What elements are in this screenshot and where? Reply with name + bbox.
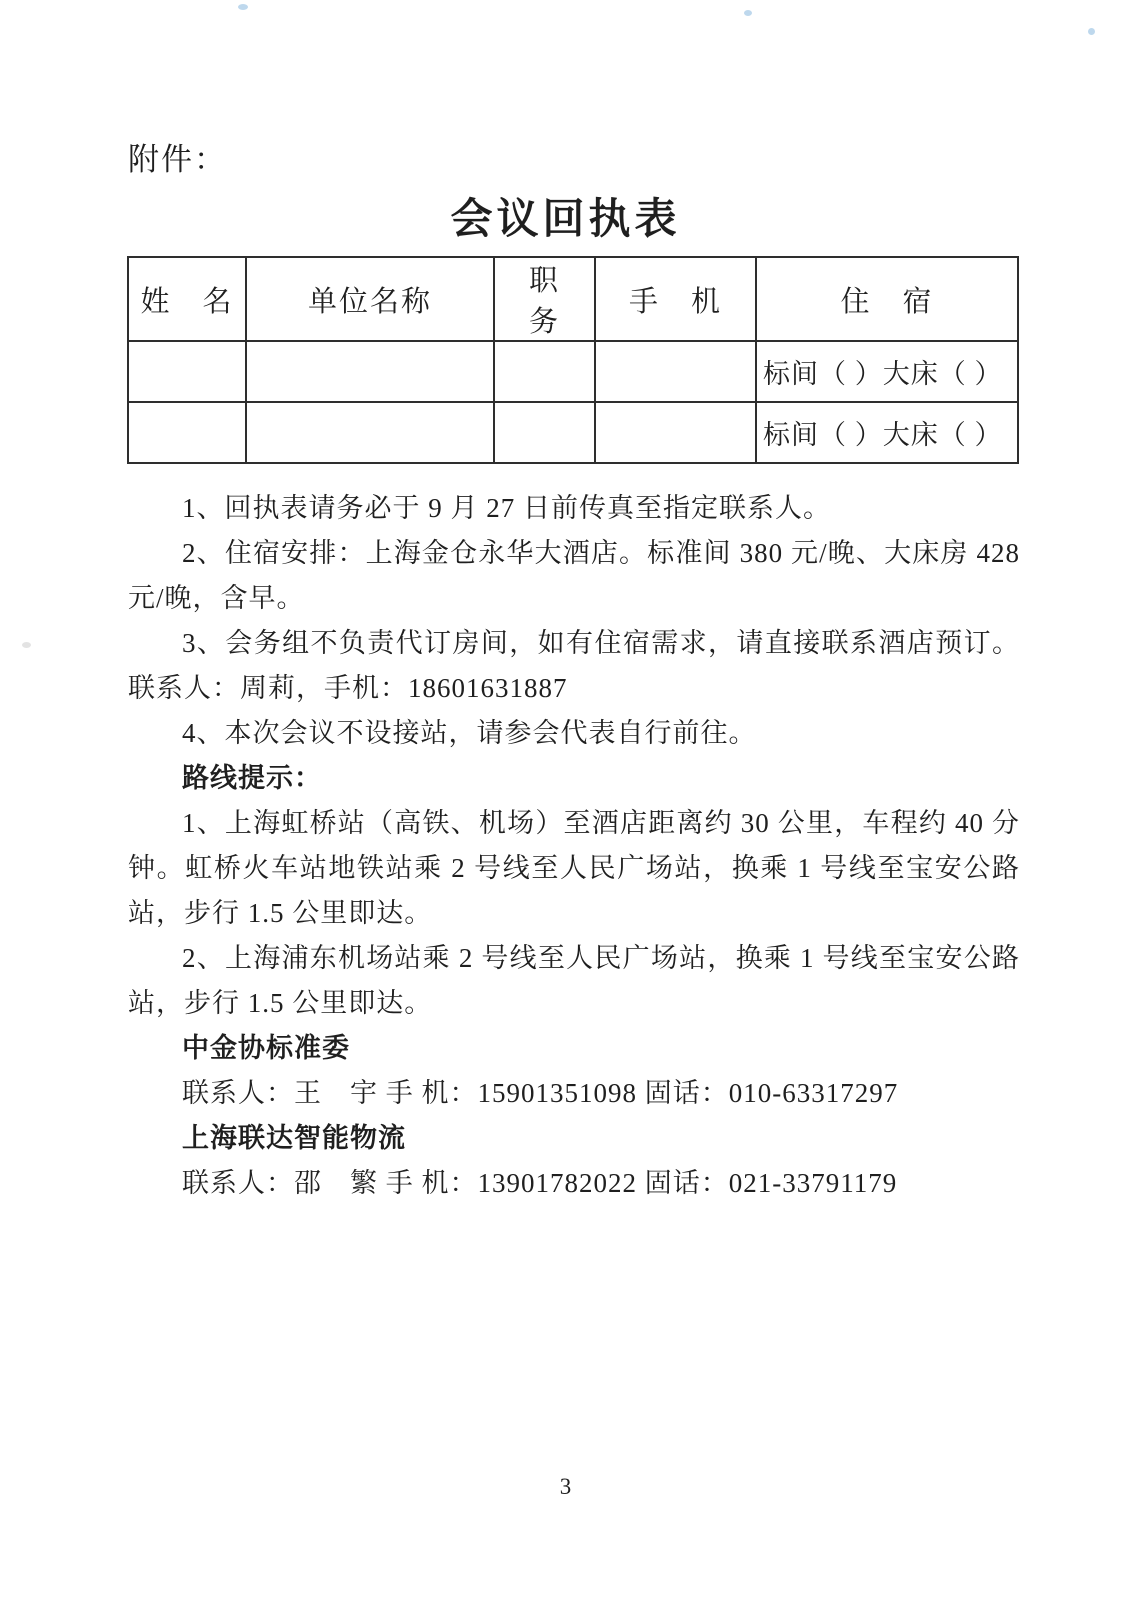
cell-accommodation: 标间（ ）大床（ ）	[756, 402, 1018, 463]
header-accommodation: 住 宿	[756, 257, 1018, 341]
org-name-1: 中金协标准委	[182, 1033, 350, 1063]
header-name: 姓 名	[128, 257, 246, 341]
reply-form-table	[127, 256, 1019, 464]
note-1: 1、回执表请务必于 9 月 27 日前传真至指定联系人。	[182, 493, 831, 523]
route-tip-2: 2、上海浦东机场站乘 2 号线至人民广场站，换乘 1 号线至宝安公路站，步行 1.5 公里即达。	[128, 943, 1020, 1018]
notes-section	[128, 486, 1020, 1206]
cell-position	[494, 402, 595, 463]
note-4: 4、本次会议不设接站，请参会代表自行前往。	[182, 718, 757, 748]
cell-name	[128, 402, 246, 463]
cell-mobile	[595, 402, 756, 463]
scan-artifact	[22, 642, 31, 648]
contact-line-2: 联系人：邵 繁 手 机：13901782022 固话：021-33791179	[182, 1168, 898, 1198]
cell-mobile	[595, 341, 756, 402]
header-unit: 单位名称	[246, 257, 494, 341]
page-number: 3	[559, 1474, 572, 1499]
cell-unit	[246, 402, 494, 463]
cell-accommodation: 标间（ ）大床（ ）	[756, 341, 1018, 402]
table-row	[128, 402, 1018, 463]
contact-line-1: 联系人：王 宇 手 机：15901351098 固话：010-63317297	[182, 1078, 899, 1108]
route-tips-heading: 路线提示：	[182, 763, 322, 793]
table-header-row	[128, 257, 1018, 341]
document-title: 会议回执表	[450, 197, 681, 243]
scan-artifact	[1088, 28, 1095, 35]
cell-position	[494, 341, 595, 402]
note-2: 2、住宿安排：上海金仓永华大酒店。标准间 380 元/晚、大床房 428 元/晚，含早。	[128, 538, 1020, 613]
header-position: 职 务	[494, 257, 595, 341]
scan-artifact	[238, 4, 248, 10]
cell-unit	[246, 341, 494, 402]
cell-name	[128, 341, 246, 402]
header-mobile: 手 机	[595, 257, 756, 341]
route-tip-1: 1、上海虹桥站（高铁、机场）至酒店距离约 30 公里，车程约 40 分钟。虹桥火车站地铁站乘 2 号线至人民广场站，换乘 1 号线至宝安公路站，步行 1.5 公里即达。	[128, 808, 1020, 928]
attachment-label: 附件：	[128, 142, 227, 177]
note-3: 3、会务组不负责代订房间，如有住宿需求，请直接联系酒店预订。联系人：周莉，手机：18601631887	[128, 628, 1020, 703]
table-row	[128, 341, 1018, 402]
org-name-2: 上海联达智能物流	[182, 1123, 406, 1153]
scan-artifact	[744, 10, 752, 16]
